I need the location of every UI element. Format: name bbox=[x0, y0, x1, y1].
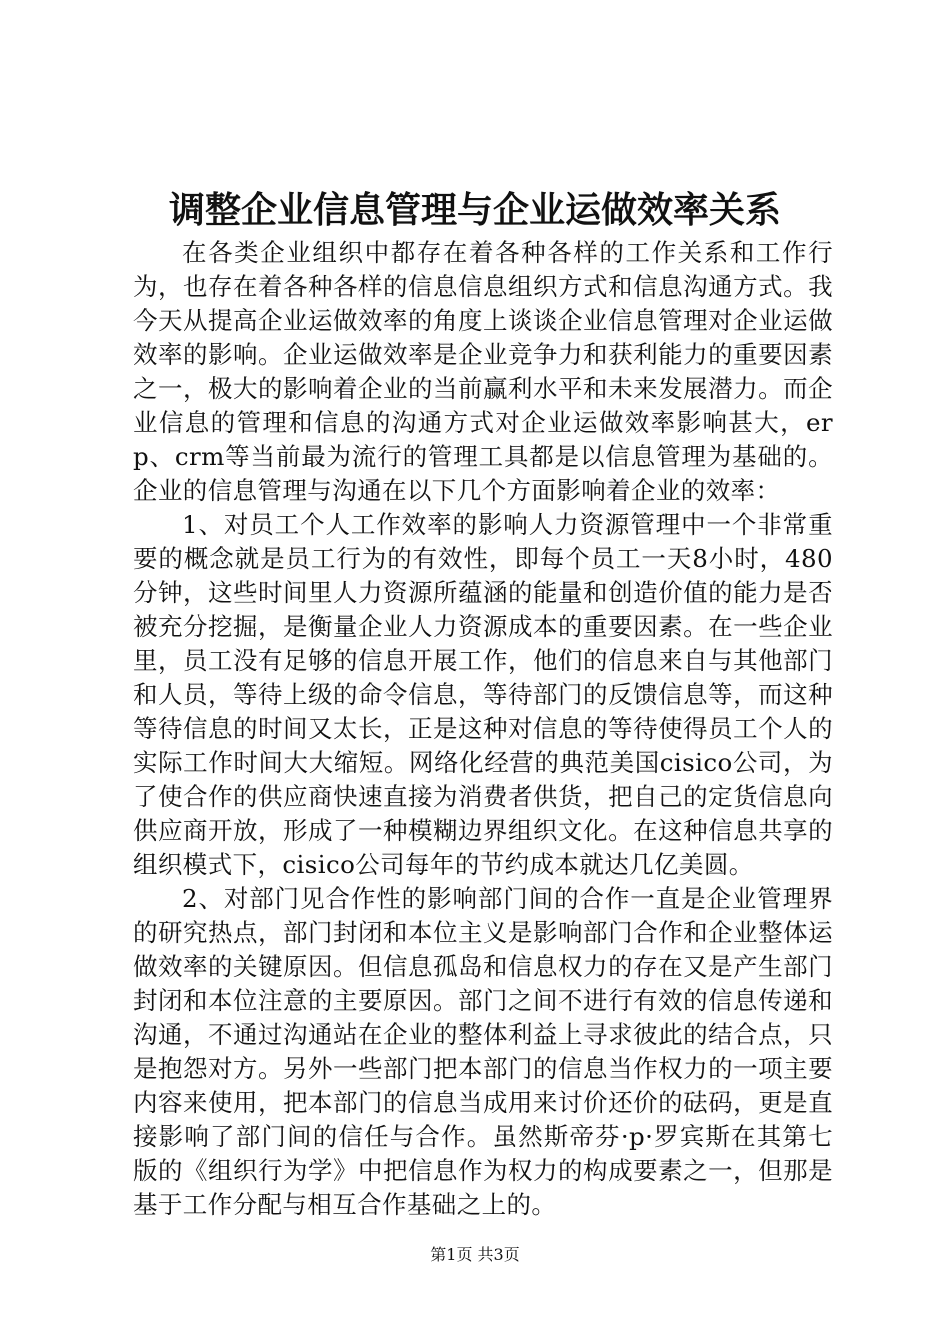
paragraph-intro: 在各类企业组织中都存在着各种各样的工作关系和工作行为，也存在着各种各样的信息信息组织方式和信息沟通方式。我今天从提高企业运做效率的角度上谈谈企业信息管理对企业运做效率的影响。企业运做效率是企业竞争力和获利能力的重要因素之一，极大的影响着企业的当前赢利水平和未来发展潜力。而企业信息的管理和信息的沟通方式对企业运做效率影响甚大，erp、crm等当前最为流行的管理工具都是以信息管理为基础的。企业的信息管理与沟通在以下几个方面影响着企业的效率： bbox=[133, 238, 833, 505]
document-title: 调整企业信息管理与企业运做效率关系 bbox=[168, 189, 781, 231]
paragraph-point-2: 2、对部门见合作性的影响部门间的合作一直是企业管理界的研究热点，部门封闭和本位主义是影响部门合作和企业整体运做效率的关键原因。但信息孤岛和信息权力的存在又是产生部门封闭和本位注意的主要原因。部门之间不进行有效的信息传递和沟通，不通过沟通站在企业的整体利益上寻求彼此的结合点，只是抱怨对方。另外一些部门把本部门的信息当作权力的一项主要内容来使用，把本部门的信息当成用来讨价还价的砝码，更是直接影响了部门间的信任与合作。虽然斯帝芬·p·罗宾斯在其第七版的《组织行为学》中把信息作为权力的构成要素之一，但那是基于工作分配与相互合作基础之上的。 bbox=[133, 884, 833, 1219]
page-footer: 第1页 共3页 bbox=[430, 1245, 520, 1264]
paragraph-point-1: 1、对员工个人工作效率的影响人力资源管理中一个非常重要的概念就是员工行为的有效性，即每个员工一天8小时，480分钟，这些时间里人力资源所蕴涵的能量和创造价值的能力是否被充分挖掘，是衡量企业人力资源成本的重要因素。在一些企业里，员工没有足够的信息开展工作，他们的信息来自与其他部门和人员，等待上级的命令信息，等待部门的反馈信息等，而这种等待信息的时间又太长，正是这种对信息的等待使得员工个人的实际工作时间大大缩短。网络化经营的典范美国cisico公司，为了使合作的供应商快速直接为消费者供货，把自己的定货信息向供应商开放，形成了一种模糊边界组织文化。在这种信息共享的组织模式下，cisico公司每年的节约成本就达几亿美圆。 bbox=[133, 510, 833, 879]
document-body bbox=[133, 236, 833, 1222]
